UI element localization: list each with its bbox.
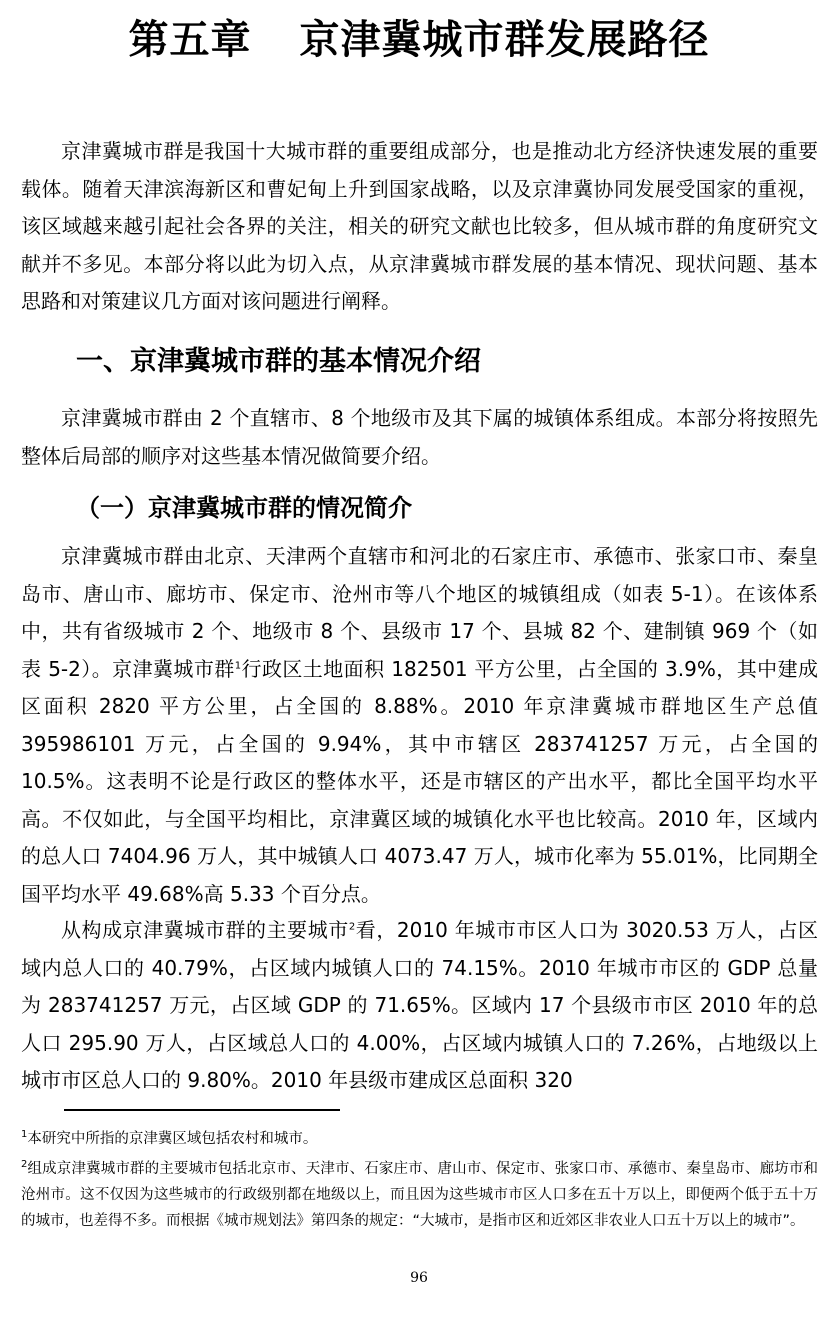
intro-paragraph: 京津冀城市群是我国十大城市群的重要组成部分，也是推动北方经济快速发展的重要载体。随着天津滨海新区和曹妃甸上升到国家战略，以及京津冀协同发展受国家的重视，该区域越来越引起社会各界的关注，相关的研究文献也比较多，但从城市群的角度研究文献并不多见。本部分将以此为切入点，从京津冀城市群发展的基本情况、现状问题、基本思路和对策建议几方面对该问题进行阐释。 [21,139,818,313]
chapter-name: 京津冀城市群发展路径 [299,17,710,63]
footnote-text: 本研究中所指的京津冀区域包括农村和城市。 [27,1131,318,1147]
footnote-ref-2[interactable]: 2 [348,921,356,933]
footnote-1 [21,1126,818,1152]
body-text: 京津冀城市群由北京、天津两个直辖市和河北的石家庄市、承德市、张家口市、秦皇岛市、唐山市、廊坊市、保定市、沧州市等八个地区的城镇组成（如表 5-1）。在该体系中，共有省级城市 2 个、地级市 8 个、县级市 17 个、县城 82 个、建制镇 969 个（如表 5-2）。京津冀城市群 [21,544,818,681]
footnote-mark-1: 1 [21,1129,28,1141]
footnote-divider [64,1109,340,1111]
page-number: 96 [410,1270,428,1286]
footnote-mark-2: 2 [21,1159,28,1171]
chapter-title [0,10,838,70]
footnote-2 [21,1156,818,1234]
body-text: 从构成京津冀城市群的主要城市 [61,918,349,942]
body-text: 行政区土地面积 182501 平方公里，占全国的 3.9%，其中建成区面积 2820 平方公里，占全国的 8.88%。2010 年京津冀城市群地区生产总值 395986101 万元，占全国的 9.94%，其中市辖区 283741257 万元，占全国的 10.5%。这表明不论是行政区的整体水平，还是市辖区的产出水平，都比全国平均水平高。不仅如此，与全国平均相比，京津冀区域的城镇化水平也比较高。2010 年，区域内的总人口 7404.96 万人，其中城镇人口 4073.47 万人，城市化率为 55.01%，比同期全国平均水平 49.68%高 5.33 个百分点。 [21,656,818,906]
section-heading: 一、京津冀城市群的基本情况介绍 [76,346,481,377]
footnote-ref-1[interactable]: 1 [234,659,242,671]
section-intro-paragraph: 京津冀城市群由 2 个直辖市、8 个地级市及其下属的城镇体系组成。本部分将按照先整体后局部的顺序对这些基本情况做简要介绍。 [21,406,818,468]
footnote-text: 组成京津冀城市群的主要城市包括北京市、天津市、石家庄市、唐山市、保定市、张家口市、承德市、秦皇岛市、廊坊市和沧州市。这不仅因为这些城市的行政级别都在地级以上，而且因为这些城市市区人口多在五十万以上，即便两个低于五十万的城市，也差得不多。而根据《城市规划法》第四条的规定：“大城市，是指市区和近郊区非农业人口五十万以上的城市”。 [21,1161,818,1229]
body-paragraph-1 [21,538,818,913]
body-text: 看，2010 年城市市区人口为 3020.53 万人，占区域内总人口的 40.79%，占区域内城镇人口的 74.15%。2010 年城市市区的 GDP 总量为 283741257 万元，占区域 GDP 的 71.65%。区域内 17 个县级市市区 2010 年的总人口 295.90 万人，占区域总人口的 4.00%，占区域内城镇人口的 7.26%，占地级以上城市市区总人口的 9.80%。2010 年县级市建成区总面积 320 [21,918,818,1092]
body-paragraph-2 [21,912,818,1100]
chapter-number: 第五章 [128,17,252,63]
subsection-heading: （一）京津冀城市群的情况简介 [76,494,412,522]
